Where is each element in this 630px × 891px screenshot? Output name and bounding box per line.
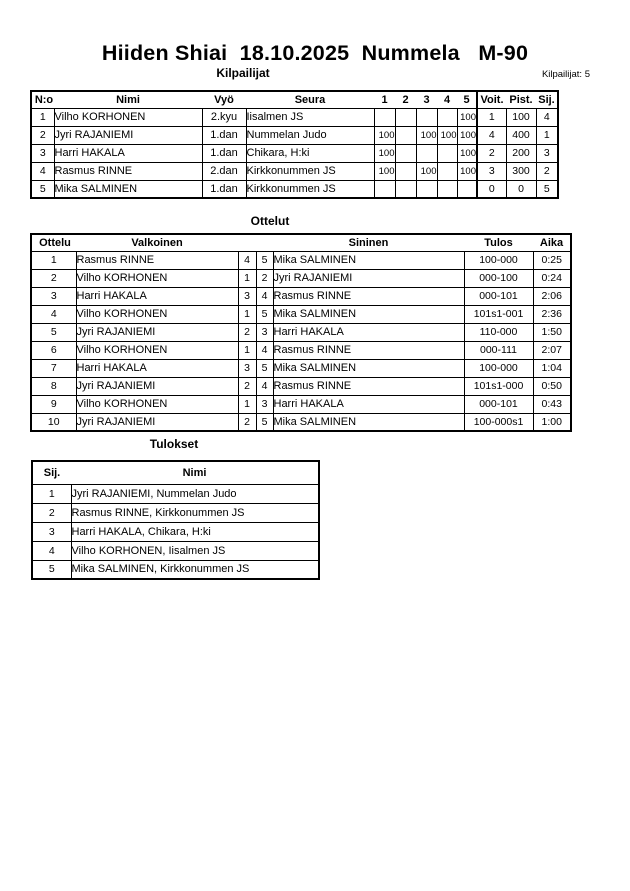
table-row <box>31 144 558 162</box>
score-vs-4-cell: 100 <box>437 126 457 144</box>
competitor-number-cell: 4 <box>31 162 54 180</box>
result-cell: 101s1-001 <box>464 305 533 323</box>
white-number-cell: 3 <box>238 287 256 305</box>
table-row <box>32 541 319 560</box>
result-cell: 000-101 <box>464 395 533 413</box>
white-player-cell: Vilho KORHONEN <box>76 341 238 359</box>
final-place-cell: 4 <box>32 541 71 560</box>
table-row <box>31 305 571 323</box>
white-player-cell: Harri HAKALA <box>76 359 238 377</box>
match-number-cell: 8 <box>31 377 76 395</box>
score-vs-2-cell <box>395 108 416 126</box>
competitor-belt-cell: 1.dan <box>202 180 246 198</box>
competitor-belt-cell: 1.dan <box>202 126 246 144</box>
col-header-opponent-2: 2 <box>395 91 416 108</box>
result-cell: 101s1-000 <box>464 377 533 395</box>
score-vs-2-cell <box>395 126 416 144</box>
place-cell: 4 <box>536 108 558 126</box>
time-cell: 0:25 <box>533 251 571 269</box>
points-cell: 400 <box>506 126 536 144</box>
white-number-cell: 4 <box>238 251 256 269</box>
wins-cell: 2 <box>477 144 506 162</box>
result-cell: 000-111 <box>464 341 533 359</box>
score-vs-1-cell <box>374 180 395 198</box>
place-cell: 3 <box>536 144 558 162</box>
competitor-club-cell: Kirkkonummen JS <box>246 180 374 198</box>
wins-cell: 4 <box>477 126 506 144</box>
table-row <box>31 359 571 377</box>
blue-player-cell: Mika SALMINEN <box>273 413 464 431</box>
col-header-name: Nimi <box>71 461 319 484</box>
col-header-opponent-3: 3 <box>416 91 437 108</box>
col-header-time: Aika <box>533 234 571 251</box>
blue-number-cell: 4 <box>256 377 273 395</box>
score-vs-1-cell <box>374 108 395 126</box>
score-vs-3-cell: 100 <box>416 126 437 144</box>
white-player-cell: Vilho KORHONEN <box>76 305 238 323</box>
blue-player-cell: Rasmus RINNE <box>273 377 464 395</box>
blue-player-cell: Mika SALMINEN <box>273 359 464 377</box>
blue-number-cell: 2 <box>256 269 273 287</box>
time-cell: 1:50 <box>533 323 571 341</box>
blue-number-cell: 5 <box>256 251 273 269</box>
table-row <box>32 503 319 522</box>
final-place-cell: 1 <box>32 484 71 503</box>
competitor-name-cell: Jyri RAJANIEMI <box>54 126 202 144</box>
table-row <box>31 108 558 126</box>
score-vs-2-cell <box>395 144 416 162</box>
competitor-number-cell: 3 <box>31 144 54 162</box>
col-header-blue: Sininen <box>273 234 464 251</box>
place-cell: 2 <box>536 162 558 180</box>
white-player-cell: Jyri RAJANIEMI <box>76 377 238 395</box>
score-vs-5-cell: 100 <box>457 108 477 126</box>
final-name-cell: Harri HAKALA, Chikara, H:ki <box>71 522 319 541</box>
table-row <box>32 560 319 579</box>
results-section-title: Tulokset <box>149 437 199 451</box>
blue-player-cell: Mika SALMINEN <box>273 251 464 269</box>
score-vs-3-cell: 100 <box>416 162 437 180</box>
final-name-cell: Mika SALMINEN, Kirkkonummen JS <box>71 560 319 579</box>
competitor-club-cell: Chikara, H:ki <box>246 144 374 162</box>
table-row <box>31 269 571 287</box>
blue-number-cell: 3 <box>256 395 273 413</box>
competitors-header-row <box>31 91 558 108</box>
white-number-cell: 2 <box>238 377 256 395</box>
table-row <box>31 395 571 413</box>
table-row <box>31 323 571 341</box>
table-row <box>31 180 558 198</box>
match-number-cell: 6 <box>31 341 76 359</box>
competitor-belt-cell: 1.dan <box>202 144 246 162</box>
matches-table <box>30 233 572 432</box>
matches-header-row <box>31 234 571 251</box>
result-cell: 000-100 <box>464 269 533 287</box>
final-place-cell: 2 <box>32 503 71 522</box>
blue-player-cell: Jyri RAJANIEMI <box>273 269 464 287</box>
time-cell: 2:36 <box>533 305 571 323</box>
competitor-name-cell: Harri HAKALA <box>54 144 202 162</box>
col-header-belt: Vyö <box>202 91 246 108</box>
table-row <box>31 377 571 395</box>
score-vs-1-cell: 100 <box>374 162 395 180</box>
wins-cell: 3 <box>477 162 506 180</box>
blue-player-cell: Rasmus RINNE <box>273 341 464 359</box>
score-vs-4-cell <box>437 162 457 180</box>
score-vs-3-cell <box>416 108 437 126</box>
white-number-cell: 3 <box>238 359 256 377</box>
score-vs-4-cell <box>437 180 457 198</box>
table-row <box>31 413 571 431</box>
white-number-cell: 1 <box>238 269 256 287</box>
table-row <box>32 484 319 503</box>
page-title: Hiiden Shiai 18.10.2025 Nummela M-90 <box>101 41 529 65</box>
col-header-white: Valkoinen <box>76 234 238 251</box>
col-header-club: Seura <box>246 91 374 108</box>
competitors-section-title: Kilpailijat <box>216 66 270 80</box>
wins-cell: 1 <box>477 108 506 126</box>
col-header-white-number <box>238 234 256 251</box>
result-cell: 110-000 <box>464 323 533 341</box>
score-vs-2-cell <box>395 162 416 180</box>
competitor-club-cell: Nummelan Judo <box>246 126 374 144</box>
white-player-cell: Jyri RAJANIEMI <box>76 323 238 341</box>
points-cell: 100 <box>506 108 536 126</box>
matches-section-title: Ottelut <box>250 214 290 228</box>
score-vs-2-cell <box>395 180 416 198</box>
blue-player-cell: Harri HAKALA <box>273 323 464 341</box>
competitor-belt-cell: 2.dan <box>202 162 246 180</box>
score-vs-1-cell: 100 <box>374 144 395 162</box>
time-cell: 1:00 <box>533 413 571 431</box>
white-player-cell: Vilho KORHONEN <box>76 269 238 287</box>
blue-number-cell: 4 <box>256 341 273 359</box>
col-header-place: Sij. <box>32 461 71 484</box>
place-cell: 1 <box>536 126 558 144</box>
col-header-place: Sij. <box>536 91 558 108</box>
white-number-cell: 1 <box>238 305 256 323</box>
blue-number-cell: 3 <box>256 323 273 341</box>
white-number-cell: 2 <box>238 413 256 431</box>
points-cell: 300 <box>506 162 536 180</box>
white-number-cell: 2 <box>238 323 256 341</box>
competitor-number-cell: 1 <box>31 108 54 126</box>
table-row <box>31 162 558 180</box>
competitor-number-cell: 2 <box>31 126 54 144</box>
final-name-cell: Jyri RAJANIEMI, Nummelan Judo <box>71 484 319 503</box>
result-cell: 100-000s1 <box>464 413 533 431</box>
score-vs-3-cell <box>416 144 437 162</box>
match-number-cell: 1 <box>31 251 76 269</box>
blue-number-cell: 5 <box>256 359 273 377</box>
col-header-wins: Voit. <box>477 91 506 108</box>
match-number-cell: 7 <box>31 359 76 377</box>
blue-number-cell: 5 <box>256 413 273 431</box>
wins-cell: 0 <box>477 180 506 198</box>
match-number-cell: 3 <box>31 287 76 305</box>
result-cell: 100-000 <box>464 359 533 377</box>
final-place-cell: 3 <box>32 522 71 541</box>
time-cell: 0:43 <box>533 395 571 413</box>
result-cell: 100-000 <box>464 251 533 269</box>
col-header-points: Pist. <box>506 91 536 108</box>
score-vs-5-cell: 100 <box>457 144 477 162</box>
match-number-cell: 2 <box>31 269 76 287</box>
col-header-opponent-4: 4 <box>437 91 457 108</box>
col-header-result: Tulos <box>464 234 533 251</box>
time-cell: 2:06 <box>533 287 571 305</box>
blue-player-cell: Mika SALMINEN <box>273 305 464 323</box>
results-header-row <box>32 461 319 484</box>
table-row <box>31 251 571 269</box>
competitor-belt-cell: 2.kyu <box>202 108 246 126</box>
white-player-cell: Vilho KORHONEN <box>76 395 238 413</box>
blue-player-cell: Harri HAKALA <box>273 395 464 413</box>
match-number-cell: 10 <box>31 413 76 431</box>
col-header-opponent-5: 5 <box>457 91 477 108</box>
table-row <box>31 287 571 305</box>
competitors-count-label: Kilpailijat: 5 <box>541 69 590 80</box>
blue-number-cell: 5 <box>256 305 273 323</box>
competitors-table <box>30 90 559 199</box>
final-place-cell: 5 <box>32 560 71 579</box>
white-player-cell: Harri HAKALA <box>76 287 238 305</box>
col-header-opponent-1: 1 <box>374 91 395 108</box>
competitor-number-cell: 5 <box>31 180 54 198</box>
match-number-cell: 5 <box>31 323 76 341</box>
time-cell: 1:04 <box>533 359 571 377</box>
score-vs-4-cell <box>437 144 457 162</box>
competitor-club-cell: Kirkkonummen JS <box>246 162 374 180</box>
score-vs-5-cell <box>457 180 477 198</box>
score-vs-1-cell: 100 <box>374 126 395 144</box>
match-number-cell: 9 <box>31 395 76 413</box>
score-vs-3-cell <box>416 180 437 198</box>
competitor-club-cell: Iisalmen JS <box>246 108 374 126</box>
white-player-cell: Jyri RAJANIEMI <box>76 413 238 431</box>
competitor-name-cell: Rasmus RINNE <box>54 162 202 180</box>
final-name-cell: Vilho KORHONEN, Iisalmen JS <box>71 541 319 560</box>
score-vs-5-cell: 100 <box>457 126 477 144</box>
results-table <box>31 460 320 580</box>
table-row <box>31 126 558 144</box>
place-cell: 5 <box>536 180 558 198</box>
result-cell: 000-101 <box>464 287 533 305</box>
table-row <box>31 341 571 359</box>
score-vs-4-cell <box>437 108 457 126</box>
time-cell: 0:24 <box>533 269 571 287</box>
time-cell: 2:07 <box>533 341 571 359</box>
col-header-match-no: Ottelu <box>31 234 76 251</box>
score-vs-5-cell: 100 <box>457 162 477 180</box>
match-number-cell: 4 <box>31 305 76 323</box>
table-row <box>32 522 319 541</box>
col-header-name: Nimi <box>54 91 202 108</box>
points-cell: 0 <box>506 180 536 198</box>
white-number-cell: 1 <box>238 341 256 359</box>
col-header-no: N:o <box>31 91 54 108</box>
points-cell: 200 <box>506 144 536 162</box>
white-number-cell: 1 <box>238 395 256 413</box>
final-name-cell: Rasmus RINNE, Kirkkonummen JS <box>71 503 319 522</box>
blue-player-cell: Rasmus RINNE <box>273 287 464 305</box>
blue-number-cell: 4 <box>256 287 273 305</box>
time-cell: 0:50 <box>533 377 571 395</box>
competitor-name-cell: Mika SALMINEN <box>54 180 202 198</box>
competitor-name-cell: Vilho KORHONEN <box>54 108 202 126</box>
col-header-blue-number <box>256 234 273 251</box>
white-player-cell: Rasmus RINNE <box>76 251 238 269</box>
